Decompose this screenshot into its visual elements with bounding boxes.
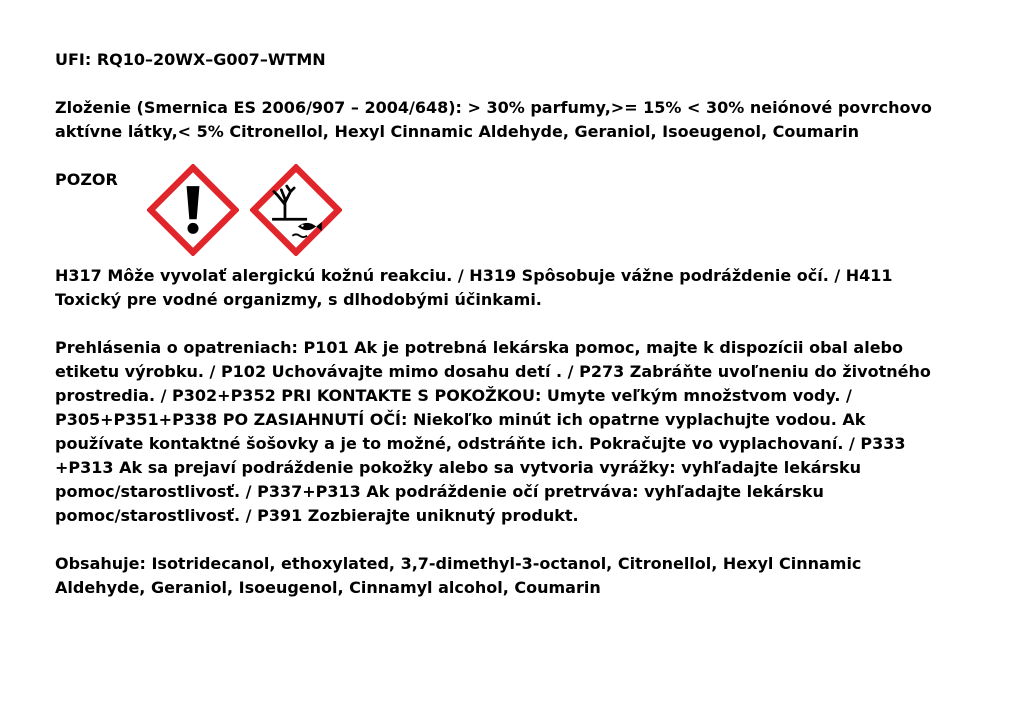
signal-word: POZOR [55,170,118,189]
precautionary-statements: Prehlásenia o opatreniach: P101 Ak je potrebná lekárska pomoc, majte k dispozícii obal alebo etiketu výrobku. / P102 Uchovávajte mimo dosahu detí . / P273 Zabráňte uvoľneniu do životného prostredia. / P302+P352 PRI KONTAKTE S POKOŽKOU: Umyte veľkým množstvom vody. / P305+P351+P338 PO ZASIAHNUTÍ OČÍ: Niekoľko minút ich opatrne vyplachujte vodou. Ak používate kontaktné šošovky a je to možné, odstráňte ich. Pokračujte vo vyplachovaní. / P333 +P313 Ak sa prejaví podráždenie pokožky alebo sa vytvoria vyrážky: vyhľadajte lekársku pomoc/starostlivosť. / P337+P313 Ak podráždenie očí pretrváva: vyhľadajte lekársku pomoc/starostlivosť. / P391 Zozbierajte uniknutý produkt. [55,338,931,525]
ufi-code: UFI: RQ10–20WX–G007–WTMN [55,50,326,69]
composition-text: Zloženie (Smernica ES 2006/907 – 2004/648): > 30% parfumy,>= 15% < 30% neiónové povrchovo aktívne látky,< 5% Citronellol, Hexyl Cinnamic Aldehyde, Geraniol, Isoeugenol, Coumarin [55,98,932,141]
ghs07-exclamation-mark-icon [147,164,239,256]
hazard-statements: H317 Môže vyvolať alergickú kožnú reakciu. / H319 Spôsobuje vážne podráždenie očí. / H411 Toxický pre vodné organizmy, s dlhodobými účinkami. [55,266,893,309]
ghs09-environment-icon [250,164,342,256]
contains-text: Obsahuje: Isotridecanol, ethoxylated, 3,7-dimethyl-3-octanol, Citronellol, Hexyl Cinnamic Aldehyde, Geraniol, Isoeugenol, Cinnamyl alcohol, Coumarin [55,554,862,597]
